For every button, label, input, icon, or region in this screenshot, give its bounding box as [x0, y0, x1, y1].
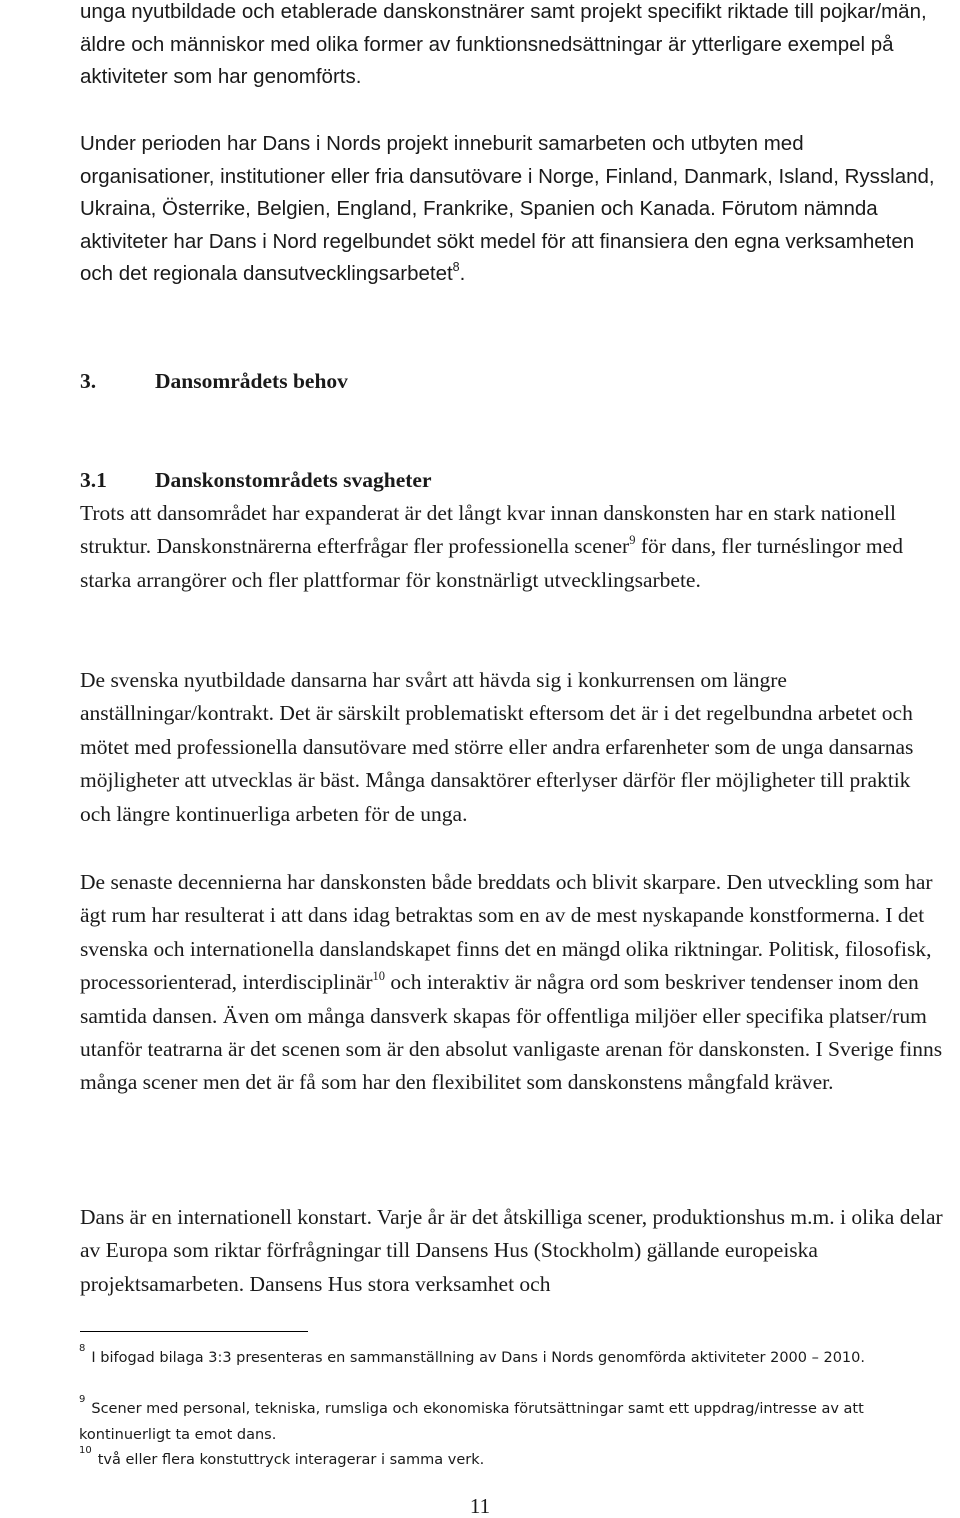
paragraph-collaborations [80, 128, 940, 291]
footnote-9-number: 9 [79, 1394, 86, 1406]
paragraph-weaknesses-text-a: Trots att dansområdet har expanderat är det långt kvar innan danskonsten har en stark nationell struktur. Danskonstnärerna efterfrågar fler professionella scener [80, 501, 896, 559]
footnote-10-text: två eller flera konstuttryck interagerar i samma verk. [97, 1452, 485, 1468]
paragraph-young-dancers: De svenska nyutbildade dansarna har svårt att hävda sig i konkurrensen om längre anställningar/kontrakt. Det är särskilt problematiskt eftersom det är i det regelbundna arbetet och mötet med professionella dansutövare med större eller andra erfarenheter som de unga dansarnas möjligheter att utvecklas är bäst. Många dansaktörer efterlyser därför fler möjligheter till praktik och längre kontinuerliga arbeten för de unga. [80, 668, 914, 826]
heading-section-3 [80, 366, 348, 396]
paragraph-decades-text-a: De senaste decennierna har danskonsten både breddats och blivit skarpare. Den utveckling som har ägt rum har resulterat i att dans idag betraktas som en av de mest nyskapande konstformerna. I det svenska och internationella danslandskapet finns det en mängd olika riktningar. Politisk, filosofisk, processorienterad, interdisciplinär [80, 870, 933, 995]
footnote-ref-10[interactable]: 10 [372, 969, 386, 984]
footnote-9 [79, 1396, 949, 1448]
paragraph-decades-text-b: och interaktiv är några ord som beskriver tendenser inom den samtida dansen. Även om många dansverk skapas för offentliga miljöer eller specifika platser/rum utanför teatrarna är det scenen som är den absolut vanligaste arenan för danskonsten. I Sverige finns många scener men det är få som har den flexibilitet som danskonstens mångfald kräver. [80, 970, 943, 1095]
footnote-10-number: 10 [79, 1445, 92, 1457]
paragraph-international: Dans är en internationell konstart. Varje år är det åtskilliga scener, produktionshus m.m. i olika delar av Europa som riktar förfrågningar till Dansens Hus (Stockholm) gällande europeiska projektsamarbeten. Dansens Hus stora verksamhet och [80, 1205, 943, 1296]
paragraph-collaborations-end: . [459, 262, 466, 285]
heading-section-3-number: 3. [80, 369, 97, 393]
heading-section-3-1-number: 3.1 [80, 468, 107, 492]
footnote-ref-8[interactable]: 8 [452, 260, 460, 275]
paragraph-weaknesses-text-b: för dans, fler turnéslingor med starka arrangörer och fler plattformar för konstnärligt utvecklingsarbete. [80, 534, 903, 592]
footnote-8 [79, 1345, 949, 1371]
heading-section-3-1 [80, 465, 432, 495]
footnote-ref-9[interactable]: 9 [629, 533, 636, 548]
page-number: 11 [469, 1494, 491, 1518]
heading-section-3-1-title: Danskonstområdets svagheter [155, 468, 432, 492]
heading-section-3-title: Dansområdets behov [155, 369, 348, 393]
paragraph-weaknesses [80, 497, 946, 597]
footnote-8-number: 8 [79, 1343, 86, 1355]
footnote-9-text: Scener med personal, tekniska, rumsliga och ekonomiska förutsättningar samt ett uppdrag/intresse av att kontinuerligt ta emot dans. [79, 1401, 864, 1443]
footnote-separator [80, 1331, 308, 1332]
paragraph-collaborations-text: Under perioden har Dans i Nords projekt inneburit samarbeten och utbyten med organisationer, institutioner eller fria dansutövare i Norge, Finland, Danmark, Island, Ryssland, Ukraina, Österrike, Belgien, England, Frankrike, Spanien och Kanada. Förutom nämnda aktiviteter har Dans i Nord regelbundet sökt medel för att finansiera den egna verksamheten och det regionala dansutvecklingsarbetet [80, 132, 935, 285]
footnote-8-text: I bifogad bilaga 3:3 presenteras en sammanställning av Dans i Nords genomförda aktiviteter 2000 – 2010. [91, 1350, 865, 1366]
footnote-10 [79, 1447, 949, 1473]
paragraph-intro-tail: unga nyutbildade och etablerade danskonstnärer samt projekt specifikt riktade till pojkar/män, äldre och människor med olika former av funktionsnedsättningar är ytterligare exempel på aktiviteter som har genomförts. [80, 0, 927, 88]
paragraph-decades [80, 866, 946, 1100]
